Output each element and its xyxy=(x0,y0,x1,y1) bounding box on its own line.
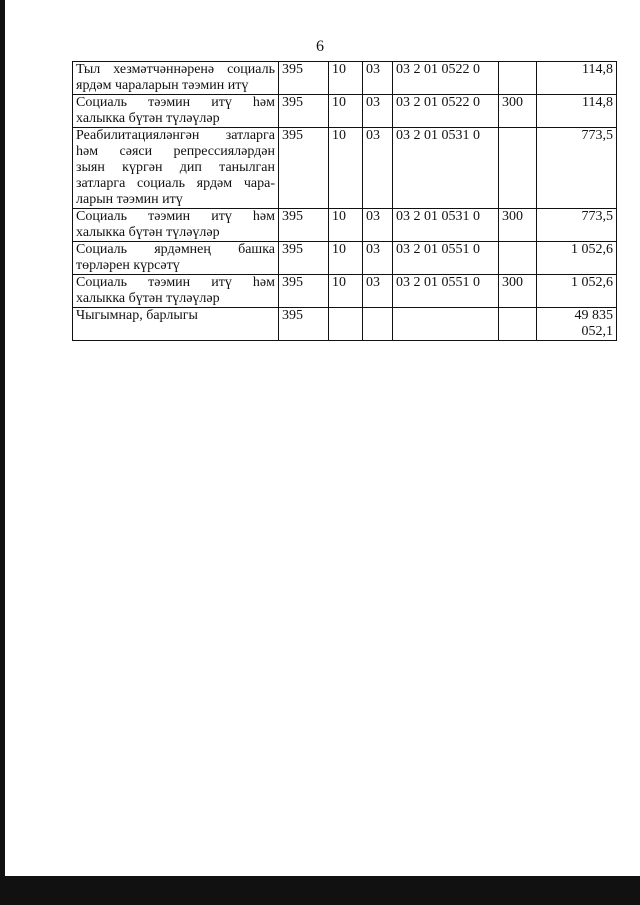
amount-cell: 114,8 xyxy=(537,62,617,95)
ministry-code-cell: 395 xyxy=(279,128,329,209)
expense-name-cell xyxy=(73,128,279,209)
ministry-code-cell: 395 xyxy=(279,275,329,308)
expense-type-cell xyxy=(499,62,537,95)
amount-cell: 773,5 xyxy=(537,209,617,242)
expense-name-line: халыкка бүтән түләүләр xyxy=(76,111,220,126)
target-article-cell: 03 2 01 0522 0 xyxy=(393,62,499,95)
expense-name-cell xyxy=(73,275,279,308)
ministry-code-cell: 395 xyxy=(279,209,329,242)
table-body xyxy=(73,62,617,341)
expense-name-line: төрләрен күрсәтү xyxy=(76,258,180,273)
total-amount-cell: 49 835 052,1 xyxy=(537,308,617,341)
section-code-cell: 10 xyxy=(329,128,363,209)
table-row xyxy=(73,128,617,209)
scan-edge-left xyxy=(0,0,5,905)
subsection-code-cell: 03 xyxy=(363,62,393,95)
table-row xyxy=(73,62,617,95)
expense-type-cell xyxy=(499,128,537,209)
budget-table xyxy=(72,61,617,341)
expense-name-line: халыкка бүтән түләүләр xyxy=(76,291,220,306)
section-code-cell: 10 xyxy=(329,62,363,95)
subsection-code-cell: 03 xyxy=(363,275,393,308)
total-empty-cell xyxy=(499,308,537,341)
expense-type-cell xyxy=(499,242,537,275)
expense-type-cell: 300 xyxy=(499,275,537,308)
expense-name-cell xyxy=(73,62,279,95)
table-row xyxy=(73,275,617,308)
section-code-cell: 10 xyxy=(329,95,363,128)
table-row xyxy=(73,242,617,275)
expense-name-line: Реабилитацияләнгән затларга xyxy=(76,128,275,143)
expense-name-line: Тыл хезмәтчәннәренә социаль xyxy=(76,62,275,77)
expense-name-line: Социаль ярдәмнең башка xyxy=(76,242,275,257)
target-article-cell: 03 2 01 0551 0 xyxy=(393,242,499,275)
expense-name-line: ларын тәэмин итү xyxy=(76,192,183,207)
expense-name-line: Социаль тәэмин итү һәм xyxy=(76,95,275,110)
total-empty-cell xyxy=(329,308,363,341)
total-row xyxy=(73,308,617,341)
target-article-cell: 03 2 01 0522 0 xyxy=(393,95,499,128)
page-number: 6 xyxy=(316,38,324,55)
amount-cell: 1 052,6 xyxy=(537,275,617,308)
table-row xyxy=(73,209,617,242)
expense-name-line: затларга социаль ярдәм чара- xyxy=(76,176,275,191)
expense-name-line: һәм сәяси репрессияләрдән xyxy=(76,144,275,159)
ministry-code-cell: 395 xyxy=(279,242,329,275)
expense-name-line: Социаль тәэмин итү һәм xyxy=(76,275,275,290)
target-article-cell: 03 2 01 0531 0 xyxy=(393,209,499,242)
subsection-code-cell: 03 xyxy=(363,128,393,209)
section-code-cell: 10 xyxy=(329,242,363,275)
target-article-cell: 03 2 01 0551 0 xyxy=(393,275,499,308)
expense-name-line: зыян күргән дип танылган xyxy=(76,160,275,175)
expense-type-cell: 300 xyxy=(499,209,537,242)
amount-cell: 773,5 xyxy=(537,128,617,209)
total-label-cell: Чыгымнар, барлыгы xyxy=(73,308,279,341)
target-article-cell: 03 2 01 0531 0 xyxy=(393,128,499,209)
section-code-cell: 10 xyxy=(329,275,363,308)
expense-name-line: Социаль тәэмин итү һәм xyxy=(76,209,275,224)
expense-name-line: халыкка бүтән түләүләр xyxy=(76,225,220,240)
total-ministry-cell: 395 xyxy=(279,308,329,341)
scan-edge-bottom xyxy=(0,876,640,905)
amount-cell: 114,8 xyxy=(537,95,617,128)
expense-name-cell xyxy=(73,209,279,242)
total-empty-cell xyxy=(393,308,499,341)
total-empty-cell xyxy=(363,308,393,341)
subsection-code-cell: 03 xyxy=(363,242,393,275)
expense-name-cell xyxy=(73,95,279,128)
ministry-code-cell: 395 xyxy=(279,95,329,128)
subsection-code-cell: 03 xyxy=(363,95,393,128)
amount-cell: 1 052,6 xyxy=(537,242,617,275)
subsection-code-cell: 03 xyxy=(363,209,393,242)
table-row xyxy=(73,95,617,128)
expense-name-cell xyxy=(73,242,279,275)
section-code-cell: 10 xyxy=(329,209,363,242)
expense-type-cell: 300 xyxy=(499,95,537,128)
expense-name-line: ярдәм чараларын тәэмин итү xyxy=(76,78,249,93)
ministry-code-cell: 395 xyxy=(279,62,329,95)
